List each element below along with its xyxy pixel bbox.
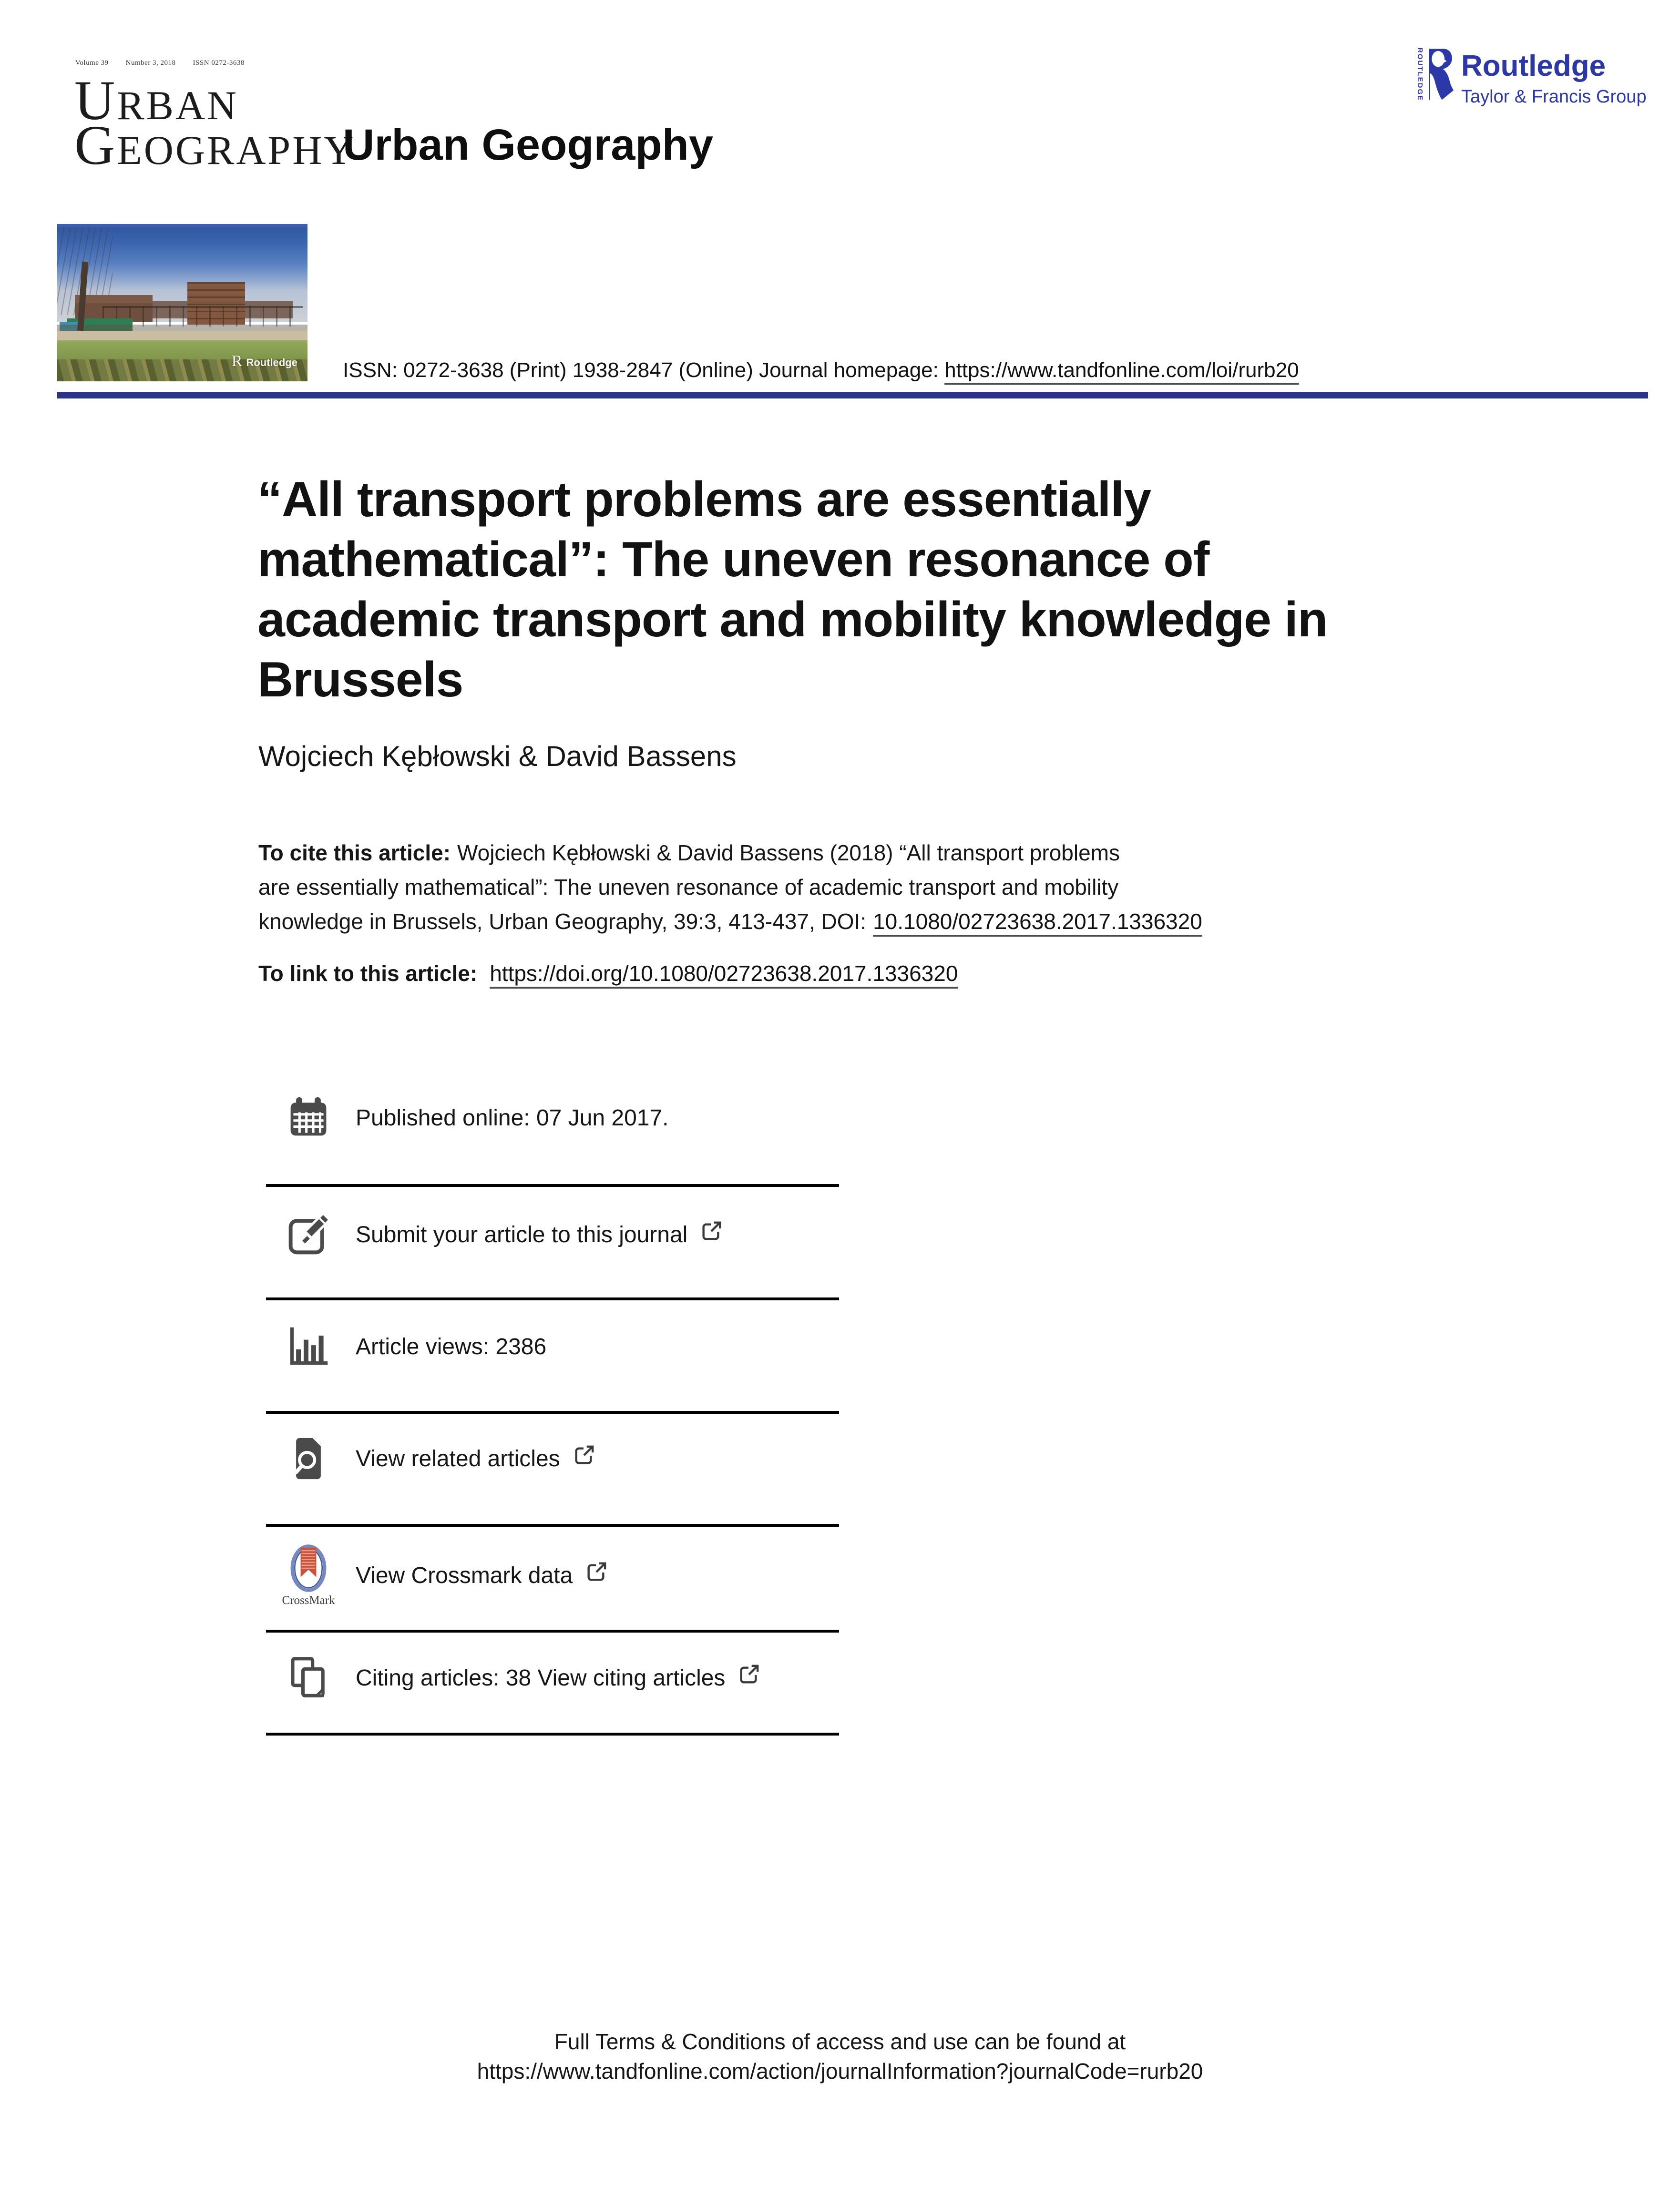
article-title-line: mathematical”: The uneven resonance of bbox=[257, 532, 1209, 587]
article-views-text: Article views: 2386 bbox=[356, 1334, 547, 1359]
masthead-rest: RBAN bbox=[117, 82, 239, 128]
row-divider bbox=[266, 1524, 839, 1527]
external-link-icon[interactable] bbox=[573, 1445, 594, 1469]
citing-articles-link[interactable]: Citing articles: 38 View citing articles bbox=[356, 1665, 726, 1691]
row-divider bbox=[266, 1184, 839, 1187]
header-divider-bar bbox=[57, 392, 1648, 398]
related-articles-icon bbox=[285, 1437, 332, 1481]
submit-article-link[interactable]: Submit your article to this journal bbox=[356, 1222, 688, 1247]
external-link-icon[interactable] bbox=[585, 1562, 607, 1586]
external-link-icon[interactable] bbox=[700, 1221, 722, 1245]
doi-link[interactable]: 10.1080/02723638.2017.1336320 bbox=[873, 909, 1202, 934]
citing-articles-icon bbox=[285, 1656, 332, 1700]
published-online-row bbox=[266, 1072, 843, 1163]
citation-line bbox=[258, 904, 1202, 939]
article-title-line: “All transport problems are essentially bbox=[257, 472, 1151, 527]
calendar-icon bbox=[285, 1096, 332, 1140]
published-online-text: Published online: 07 Jun 2017. bbox=[356, 1105, 669, 1131]
related-articles-link[interactable]: View related articles bbox=[356, 1446, 560, 1471]
publisher-name: Routledge bbox=[1461, 50, 1606, 82]
watermark-r-glyph: R bbox=[231, 352, 243, 370]
masthead-initial: U bbox=[74, 69, 117, 132]
article-views-row bbox=[266, 1301, 843, 1392]
link-block bbox=[258, 960, 958, 986]
journal-title-heading: Urban Geography bbox=[343, 121, 714, 169]
row-divider bbox=[266, 1733, 839, 1736]
submit-article-icon bbox=[285, 1213, 332, 1256]
journal-homepage-link[interactable]: https://www.tandfonline.com/loi/rurb20 bbox=[944, 358, 1299, 382]
cite-label: To cite this article: bbox=[258, 840, 451, 865]
terms-footer-line1: Full Terms & Conditions of access and use can be found at bbox=[554, 2029, 1126, 2054]
crossmark-caption: CrossMark bbox=[282, 1594, 335, 1607]
external-link-icon[interactable] bbox=[738, 1664, 759, 1688]
terms-footer bbox=[0, 2027, 1680, 2086]
watermark-name: Routledge bbox=[246, 356, 297, 368]
article-title bbox=[257, 470, 1327, 710]
masthead-word-geography bbox=[74, 114, 356, 176]
citation-line: are essentially mathematical”: The uneven resonance of academic transport and mobility bbox=[258, 875, 1119, 899]
cover-volume-line bbox=[75, 59, 262, 67]
crossmark-link[interactable]: View Crossmark data bbox=[356, 1563, 573, 1588]
cover-routledge-watermark bbox=[232, 352, 297, 370]
cite-text: knowledge in Brussels, Urban Geography, 39:3, 413-437, DOI: bbox=[258, 909, 867, 934]
publisher-tagline: Taylor & Francis Group bbox=[1461, 87, 1647, 107]
terms-footer-url: https://www.tandfonline.com/action/journalInformation?journalCode=rurb20 bbox=[477, 2059, 1203, 2083]
routledge-vertical-text: ROUTLEDGE bbox=[1416, 48, 1424, 102]
cover-issn: ISSN 0272-3638 bbox=[193, 59, 245, 67]
masthead-initial: G bbox=[74, 114, 117, 176]
doi-url-link[interactable]: https://doi.org/10.1080/02723638.2017.1336320 bbox=[490, 961, 958, 986]
cover-volume: Volume 39 bbox=[75, 59, 109, 67]
routledge-wordmark bbox=[1461, 51, 1647, 106]
cover-photo-trellis bbox=[102, 306, 303, 327]
cover-number: Number 3, 2018 bbox=[125, 59, 176, 67]
article-title-line: Brussels bbox=[257, 652, 463, 707]
crossmark-icon bbox=[282, 1543, 335, 1607]
citing-articles-row bbox=[266, 1633, 843, 1723]
bar-chart-icon bbox=[285, 1325, 332, 1369]
article-title-line: academic transport and mobility knowledge in bbox=[257, 592, 1328, 647]
routledge-mark-icon bbox=[1426, 47, 1454, 102]
link-label: To link to this article: bbox=[258, 961, 478, 986]
masthead-rest: EOGRAPHY bbox=[117, 127, 356, 173]
issn-text: ISSN: 0272-3638 (Print) 1938-2847 (Online) Journal homepage: bbox=[343, 358, 939, 382]
citation-line bbox=[258, 836, 1202, 870]
cover-photo-top-border bbox=[57, 224, 307, 227]
cite-text: Wojciech Kębłowski & David Bassens (2018) “All transport problems bbox=[457, 840, 1120, 865]
routledge-logo bbox=[1416, 47, 1647, 106]
journal-cover-photo bbox=[57, 224, 307, 381]
crossmark-row bbox=[266, 1530, 843, 1621]
related-articles-row bbox=[266, 1413, 843, 1504]
row-divider bbox=[266, 1297, 839, 1300]
submit-article-row bbox=[266, 1189, 843, 1280]
issn-homepage-line bbox=[343, 358, 1299, 382]
citation-block bbox=[258, 836, 1202, 939]
article-authors: Wojciech Kębłowski & David Bassens bbox=[258, 740, 737, 772]
